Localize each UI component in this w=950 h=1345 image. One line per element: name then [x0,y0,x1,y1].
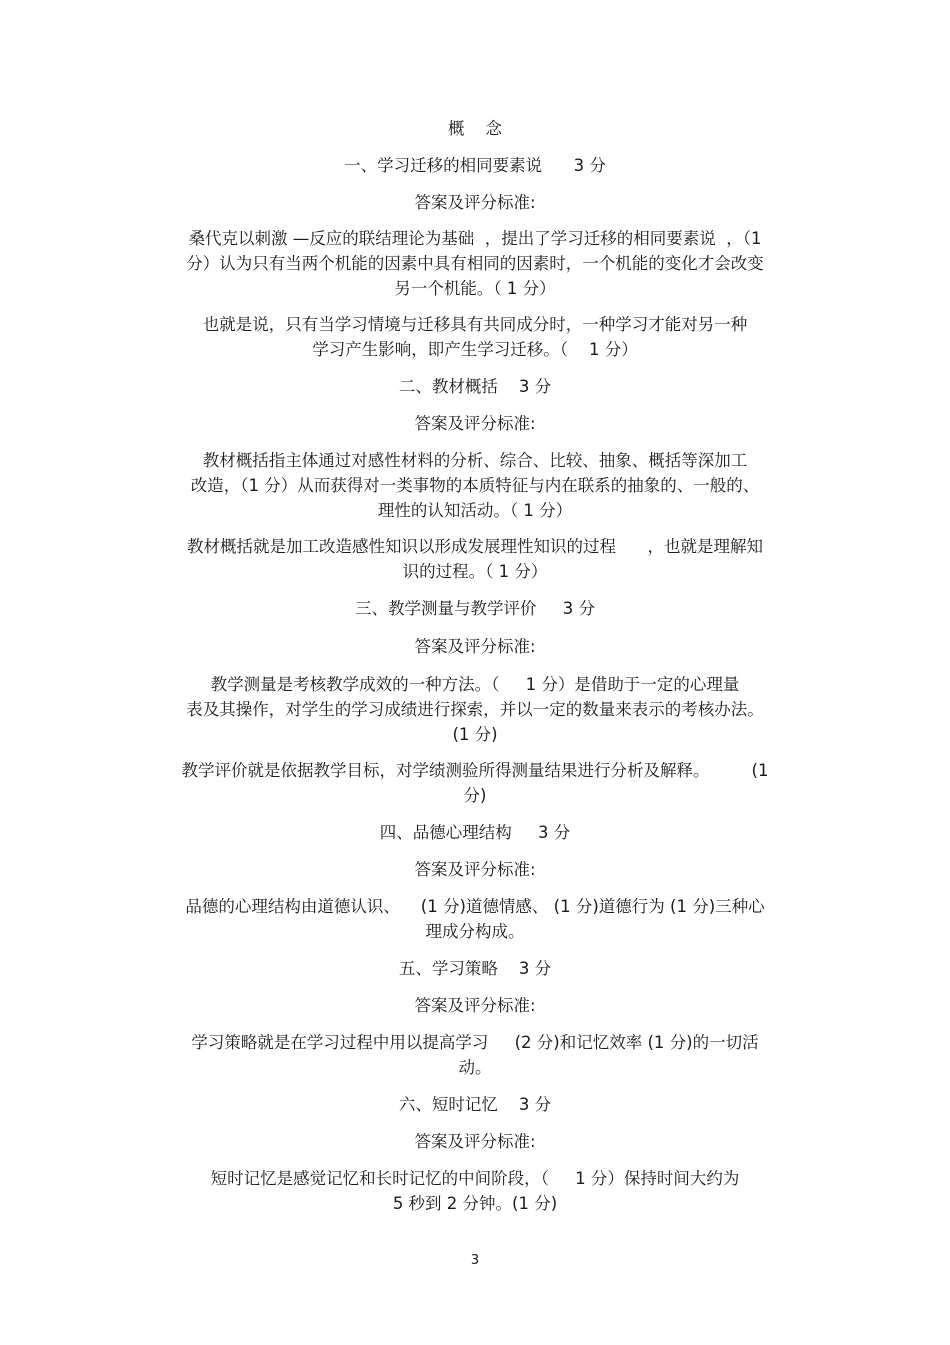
section-heading-2: 二、教材概括 3 分 [398,377,552,396]
paragraph-line: 理性的认知活动。（ 1 分） [377,501,573,520]
paragraph-line: 也就是说，只有当学习情境与迁移具有共同成分时，一种学习才能对另一种 [202,315,748,334]
criteria-label-3: 答案及评分标准: [414,637,536,656]
paragraph-line: (1 分) [452,725,498,744]
paragraph-line: 改造，（1 分）从而获得对一类事物的本质特征与内在联系的抽象的、一般的、 [190,476,760,495]
paragraph-line: 教学测量是考核教学成效的一种方法。（ 1 分）是借助于一定的心理量 [210,675,740,694]
page-number: 3 [470,1253,480,1268]
section-heading-6: 六、短时记忆 3 分 [398,1095,552,1114]
section-heading-5: 五、学习策略 3 分 [398,959,552,978]
paragraph-line: 识的过程。（ 1 分） [402,562,548,581]
paragraph-line: 分）认为只有当两个机能的因素中具有相同的因素时，一个机能的变化才会改变 [186,254,764,273]
paragraph-line: 另一个机能。（ 1 分） [394,279,556,298]
section-heading-3: 三、教学测量与教学评价 3 分 [355,599,595,618]
criteria-label-2: 答案及评分标准: [414,414,536,433]
section-heading-1: 一、学习迁移的相同要素说 3 分 [344,156,606,175]
paragraph-line: 教材概括指主体通过对感性材料的分析、综合、比较、抽象、概括等深加工 [202,451,748,470]
paragraph-line: 动。 [458,1058,492,1077]
paragraph-line: 教学评价就是依据教学目标，对学绩测验所得测量结果进行分析及解释。 (1 [181,761,769,780]
page-title: 概 念 [448,119,502,138]
criteria-label-6: 答案及评分标准: [414,1132,536,1151]
paragraph-line: 教材概括就是加工改造感性知识以形成发展理性知识的过程 ，也就是理解知 [187,537,763,556]
paragraph-line: 学习产生影响，即产生学习迁移。（ 1 分） [312,340,638,359]
paragraph-line: 理成分构成。 [425,922,525,941]
paragraph-line: 品德的心理结构由道德认识、 (1 分)道德情感、 (1 分)道德行为 (1 分)三种心 [185,897,765,916]
paragraph-line: 分) [463,786,487,805]
section-heading-4: 四、品德心理结构 3 分 [379,823,571,842]
paragraph-line: 5 秒到 2 分钟。(1 分) [392,1194,558,1213]
criteria-label-5: 答案及评分标准: [414,996,536,1015]
paragraph-line: 短时记忆是感觉记忆和长时记忆的中间阶段，（ 1 分）保持时间大约为 [210,1169,740,1188]
paragraph-line: 桑代克以刺激 —反应的联结理论为基础 ，提出了学习迁移的相同要素说 ，（1 [188,229,762,248]
paragraph-line: 学习策略就是在学习过程中用以提高学习 (2 分)和记忆效率 (1 分)的一切活 [191,1033,759,1052]
paragraph-line: 表及其操作，对学生的学习成绩进行探索，并以一定的数量来表示的考核办法。 [186,700,764,719]
criteria-label-1: 答案及评分标准: [414,193,536,212]
criteria-label-4: 答案及评分标准: [414,860,536,879]
